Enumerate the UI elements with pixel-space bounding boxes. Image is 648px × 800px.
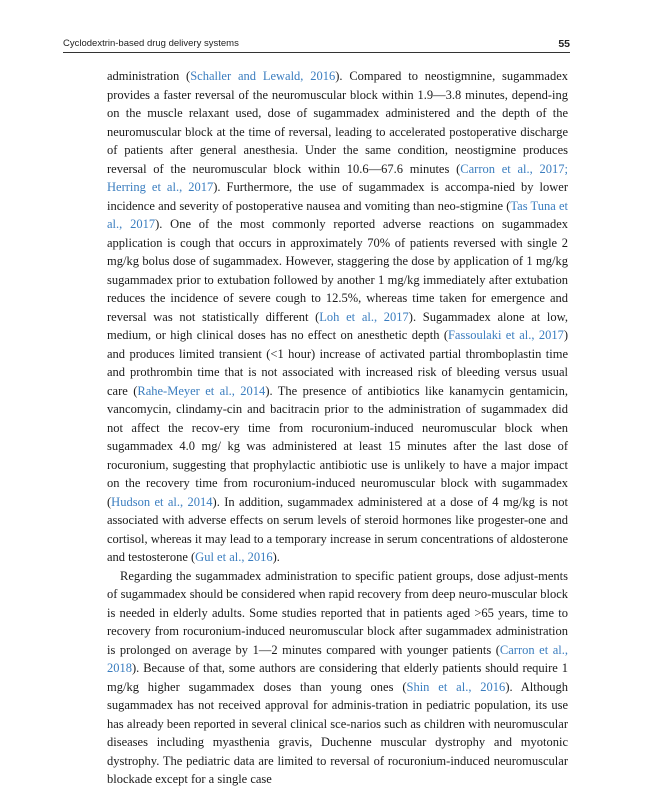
text-run: ). Because of that, some authors are considering that elderly patients should require 1 mg/kg higher sugammadex doses than young ones (	[107, 661, 568, 694]
page-number: 55	[558, 38, 570, 50]
text-run: ). Sugammadex alone at low, medium, or high clinical doses has no effect on anesthetic depth (	[107, 309, 568, 342]
running-header	[63, 38, 570, 52]
header-rule	[63, 52, 570, 53]
citation-link[interactable]: Gul et al., 2016	[195, 550, 273, 564]
running-title: Cyclodextrin-based drug delivery systems	[63, 38, 239, 49]
citation-link[interactable]: Loh et al., 2017	[319, 309, 409, 324]
text-run: ).	[272, 550, 280, 564]
text-run: ). One of the most commonly reported adverse reactions on sugammadex application is cough that occurs in approximately 70% of patients reversed with single 2 mg/kg bolus dose of sugammadex. However, staggering the dose by application of 1 mg/kg sugammadex prior to extubation followed by another 1 mg/kg immediately after extubation reduces the incidence of severe cough to 12.5%, whereas time taken for emergence and reversal was not statistically different (	[107, 217, 568, 324]
citation-link[interactable]: Rahe-Meyer et al., 2014	[137, 383, 266, 398]
text-run: ). The presence of antibiotics like kanamycin gentamicin, vancomycin, clindamy-cin and bacitracin prior to the administration of sugammadex did not affect the recov-ery time from rocuronium-induced neuromuscular block when sugammadex 4.0 mg/ kg was administered at least 15 minutes after the last dose of rocuronium, suggesting that prophylactic antibiotic use is unlikely to have a major impact on the recovery time from rocuronium-induced neuromuscular block with sugammadex (	[107, 383, 568, 509]
citation-link[interactable]: Fassoulaki et al., 2017	[447, 328, 564, 342]
body-text	[107, 67, 568, 789]
text-run: ). Furthermore, the use of sugammadex is accompa-nied by lower incidence and severity of postoperative nausea and vomiting than neo-stigmine (	[107, 180, 569, 213]
citation-link[interactable]: Schaller and Lewald, 2016	[190, 69, 336, 83]
text-run: ). Although sugammadex has not received approval for adminis-tration in pediatric population, its use has already been reported in several clinical sce-narios such as children with neuromuscular diseases including myasthenia gravis, Duchenne muscular dystrophy and myotonic dystrophy. The pediatric data are limited to reversal of rocuronium-induced neuromuscular blockade except for a single case	[107, 679, 568, 786]
text-run: ). In addition, sugammadex administered at a dose of 4 mg/kg is not associated with adverse effects on serum levels of steroid hormones like progester-one and cortisol, whereas it may lead to a temporary increase in serum concentrations of aldosterone and testosterone (	[107, 494, 568, 564]
citation-link[interactable]: Tas Tuna et al., 2017	[107, 198, 569, 231]
text-run: ). Compared to neostigmnine, sugammadex provides a faster reversal of the neuromuscular block within 1.9—3.8 minutes, depend-ing on the muscle relaxant used, dose of sugammadex administered and the depth of the neuromuscular block at the time of reversal, leading to accelerated postoperative discharge of patients after general anesthesia. Under the same condition, neostigmine produces reversal of the neuromuscular block within 10.6—67.6 minutes (	[107, 69, 568, 176]
text-run: Regarding the sugammadex administration to specific patient groups, dose adjust-ments of sugammadex should be considered when rapid recovery from deep neuro-muscular block is needed in elderly adults. Some studies reported that in patients aged >65 years, time to recovery from rocuronium-induced neuromuscular block after sugammadex administration is prolonged on average by 1—2 minutes compared with younger patients (	[107, 568, 568, 657]
paragraph-1	[107, 67, 568, 567]
citation-link[interactable]: Carron et al., 2018	[107, 642, 568, 675]
paragraph-2	[107, 567, 568, 789]
text-run: ) and produces limited transient (<1 hour) increase of activated partial thromboplastin time and prothrombin time that is not associated with increased risk of bleeding versus usual care (	[107, 328, 568, 398]
citation-link[interactable]: Hudson et al., 2014	[111, 494, 213, 509]
citation-link[interactable]: Shin et al., 2016	[406, 679, 506, 694]
citation-link[interactable]: Carron et al., 2017; Herring et al., 2017	[107, 161, 568, 194]
text-run: administration (	[107, 69, 191, 83]
